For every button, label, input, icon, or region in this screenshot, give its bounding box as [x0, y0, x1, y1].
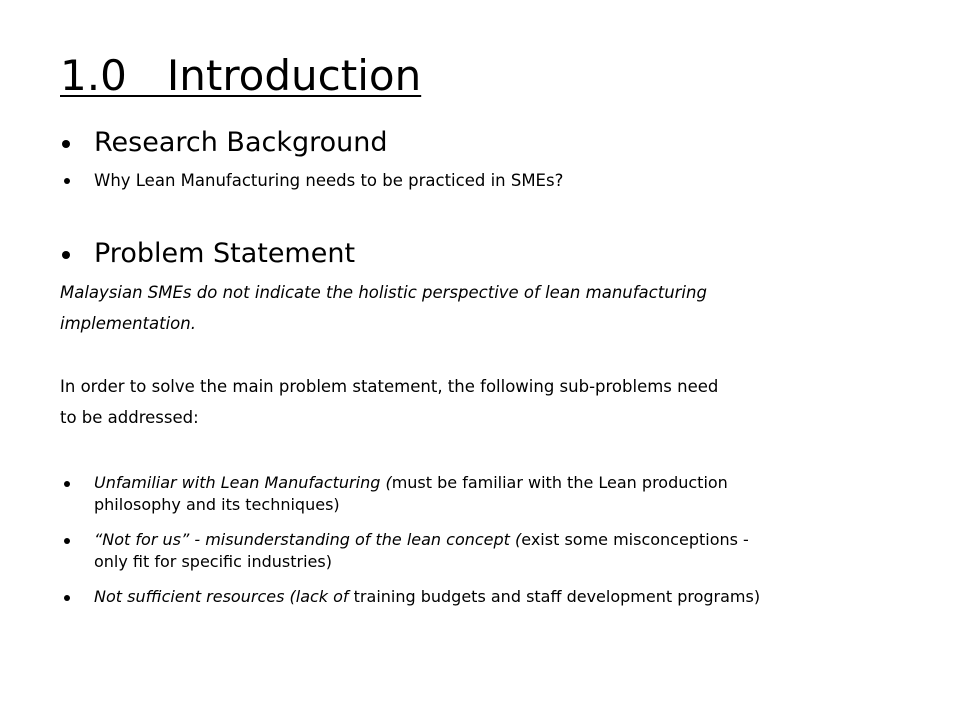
bullet-icon	[62, 251, 70, 259]
sub-problem-item	[94, 530, 749, 550]
sub-problems-intro-line: In order to solve the main problem statement, the following sub-problems need	[60, 377, 719, 396]
bullet-icon	[62, 140, 70, 148]
sub-problem-detail: training budgets and staff development programs)	[353, 587, 761, 606]
sub-problem-detail: exist some misconceptions -	[521, 530, 749, 549]
sub-problem-title: “Not for us” - misunderstanding of the lean concept (	[94, 530, 522, 549]
problem-statement-heading: Problem Statement	[94, 238, 356, 269]
sub-problem-detail-continued: only fit for specific industries)	[94, 552, 332, 571]
sub-problem-title: Not sufficient resources (lack of	[94, 587, 354, 606]
bullet-icon	[64, 481, 70, 487]
bullet-icon	[64, 538, 70, 544]
sub-problem-item	[94, 473, 728, 493]
sub-problem-detail: must be familiar with the Lean production	[391, 473, 728, 492]
bullet-icon	[64, 595, 70, 601]
research-background-heading: Research Background	[94, 127, 388, 158]
sub-problem-item	[94, 587, 760, 607]
sub-problem-detail-continued: philosophy and its techniques)	[94, 495, 340, 514]
problem-statement-line: implementation.	[60, 314, 196, 333]
slide-title: 1.0 Introduction	[60, 51, 422, 100]
problem-statement-line: Malaysian SMEs do not indicate the holistic perspective of lean manufacturing	[60, 283, 707, 302]
bullet-icon	[64, 178, 70, 184]
research-question: Why Lean Manufacturing needs to be practiced in SMEs?	[94, 171, 564, 190]
sub-problems-intro-line: to be addressed:	[60, 408, 199, 427]
sub-problem-title: Unfamiliar with Lean Manufacturing (	[94, 473, 392, 492]
